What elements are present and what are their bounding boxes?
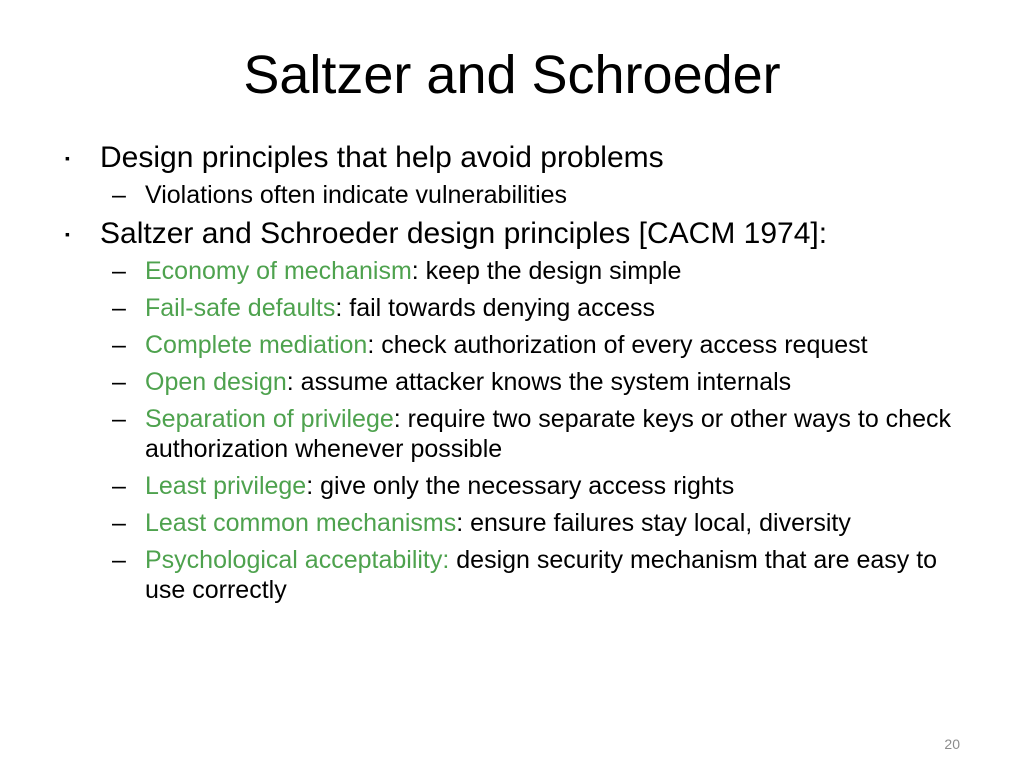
principle-term: Least privilege [145,472,307,500]
principle-item [60,545,970,605]
principle-description: design security mechanism that are easy to use correctly [145,546,938,604]
principle-description: : give only the necessary access rights [306,472,735,500]
principle-term: Open design [145,368,287,396]
principle-description: : ensure failures stay local, diversity [456,509,851,537]
dash-icon: – [112,331,126,359]
slide-body [60,138,970,605]
square-bullet-icon: ▪ [65,150,70,166]
square-bullet-icon: ▪ [65,226,70,242]
bullet-text: Saltzer and Schroeder design principles [CACM 1974]: [100,217,828,250]
principle-term: Economy of mechanism [145,257,412,285]
dash-icon: – [112,368,126,396]
principle-term: Least common mechanisms [145,509,457,537]
sub-bullet-text: Violations often indicate vulnerabilities [145,181,568,209]
principle-description: : keep the design simple [411,257,682,285]
bullet-text: Design principles that help avoid problems [100,141,664,174]
principle-description: : assume attacker knows the system internals [286,368,792,396]
dash-icon: – [112,405,126,433]
dash-icon: – [112,472,126,500]
slide-title: Saltzer and Schroeder [243,45,781,105]
principle-term: Separation of privilege [145,405,394,433]
dash-icon: – [112,546,126,574]
principle-description: : require two separate keys or other ways to check authorization whenever possible [145,405,951,463]
principle-description: : fail towards denying access [335,294,655,322]
dash-icon: – [112,294,126,322]
bullet-design-principles [60,140,970,176]
principle-term: Complete mediation [145,331,368,359]
principle-item [60,471,970,501]
page-number: 20 [944,736,960,752]
principle-item [60,256,970,286]
principle-description: : check authorization of every access request [367,331,868,359]
bullet-saltzer-schroeder [60,216,970,252]
principle-item [60,330,970,360]
principle-item [60,508,970,538]
principle-term: Fail-safe defaults [145,294,336,322]
principle-item [60,404,970,464]
sub-bullet-violations [60,180,970,210]
principle-item [60,367,970,397]
dash-icon: – [112,509,126,537]
dash-icon: – [112,257,126,285]
dash-icon: – [112,181,126,209]
principle-item [60,293,970,323]
principle-term: Psychological acceptability: [145,546,450,574]
